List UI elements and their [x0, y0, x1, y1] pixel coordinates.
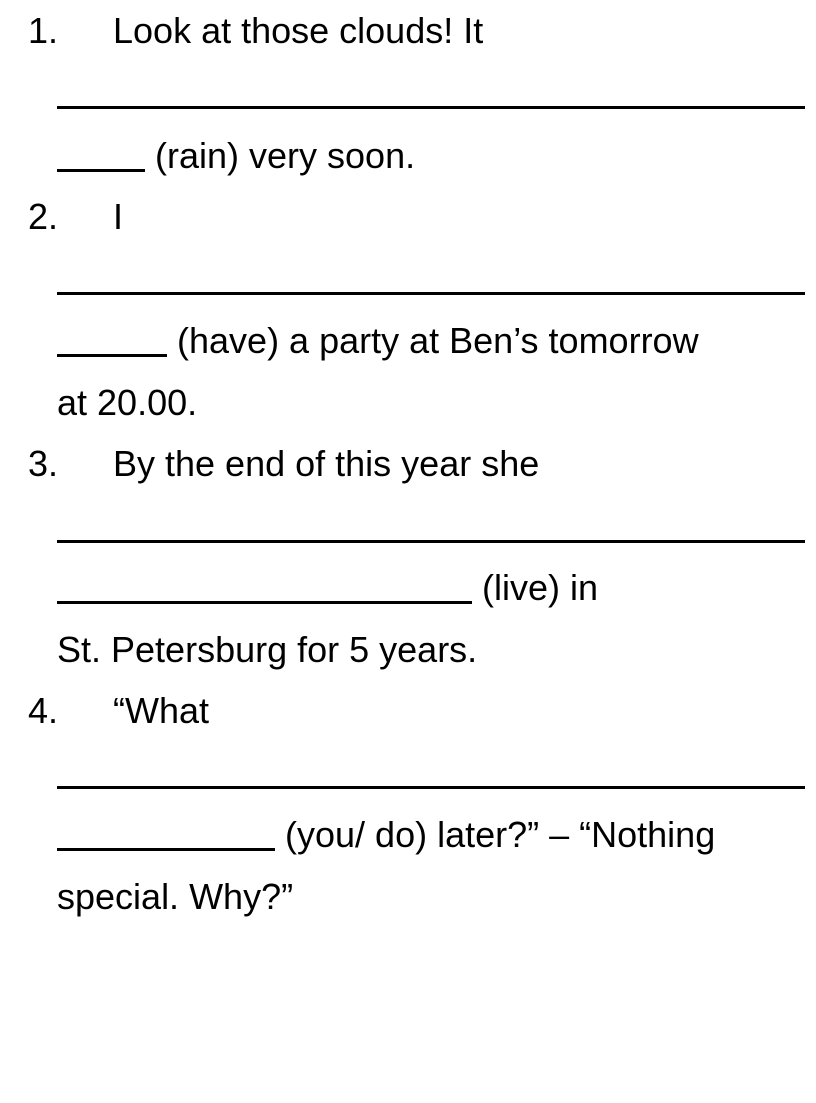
item-3-blank-short[interactable]	[57, 601, 472, 604]
item-2-blank-line[interactable]	[57, 292, 805, 295]
item-2-line-2	[0, 310, 816, 372]
item-2-text: I	[113, 196, 124, 237]
item-2-number: 2.	[28, 196, 59, 237]
item-2-extra: at 20.00.	[57, 382, 198, 423]
item-4-line-3	[0, 866, 816, 928]
item-4-extra: special. Why?”	[57, 876, 294, 917]
item-3-extra: St. Petersburg for 5 years.	[57, 629, 478, 670]
item-1-tail: (rain) very soon.	[155, 135, 416, 176]
item-1-blank-short[interactable]	[57, 169, 145, 172]
item-4-text: “What	[113, 690, 210, 731]
item-1-text: Look at those clouds! It	[113, 10, 484, 51]
item-3-text: By the end of this year she	[113, 443, 540, 484]
item-3-line-2	[0, 557, 816, 619]
item-1-blank-line[interactable]	[57, 106, 805, 109]
item-1-line-1	[0, 0, 816, 62]
item-2-line-3	[0, 372, 816, 434]
item-3-number: 3.	[28, 443, 59, 484]
item-4-blank-line[interactable]	[57, 786, 805, 789]
item-2-line-1	[0, 186, 816, 248]
item-2-blank-short[interactable]	[57, 354, 167, 357]
item-4-number: 4.	[28, 690, 59, 731]
item-1-number: 1.	[28, 10, 59, 51]
item-2-tail: (have) a party at Ben’s tomorrow	[177, 320, 699, 361]
item-4-tail: (you/ do) later?” – “Nothing	[285, 814, 716, 855]
item-3-line-1	[0, 433, 816, 495]
item-3-blank-line[interactable]	[57, 540, 805, 543]
item-3-tail: (live) in	[482, 567, 599, 608]
item-4-blank-short[interactable]	[57, 848, 275, 851]
item-3-line-3	[0, 619, 816, 681]
item-1-line-2	[0, 125, 816, 187]
item-4-line-1	[0, 680, 816, 742]
item-4-line-2	[0, 804, 816, 866]
